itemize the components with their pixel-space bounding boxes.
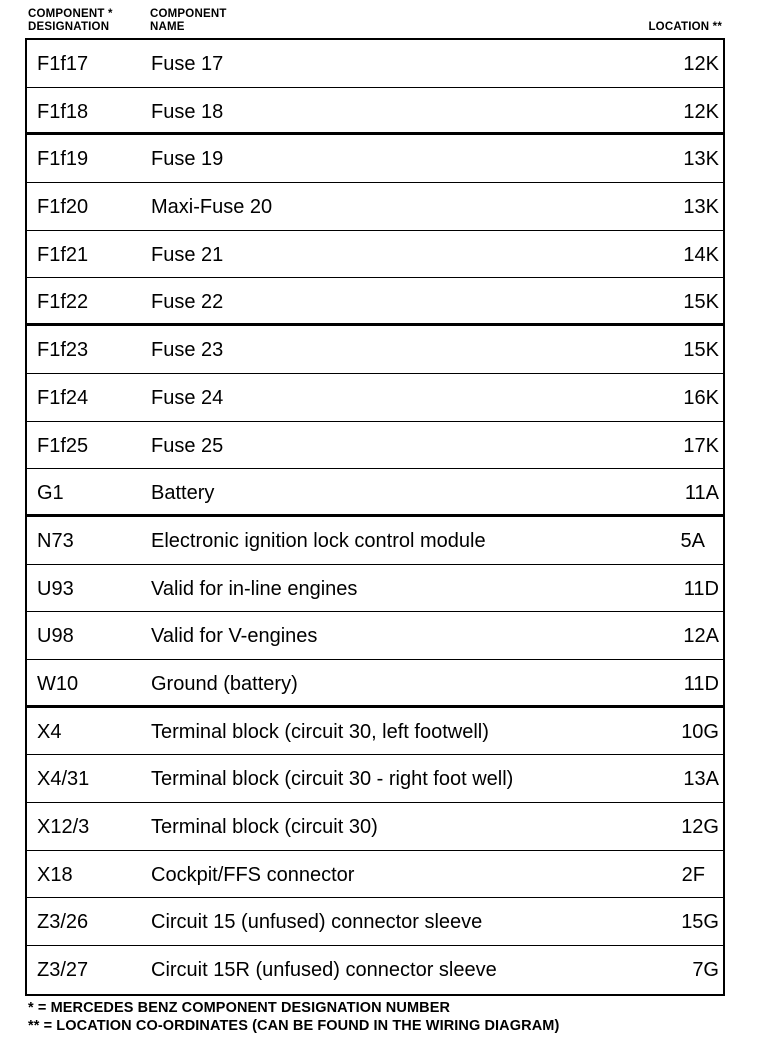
component-designation: G1 (37, 482, 64, 505)
component-table (25, 38, 725, 996)
component-designation: Z3/27 (37, 959, 89, 982)
component-location: 12G (681, 816, 719, 838)
component-designation: F1f19 (37, 148, 89, 171)
component-name: Fuse 17 (151, 53, 224, 75)
table-row (27, 708, 723, 756)
component-designation: F1f25 (37, 434, 89, 457)
component-name: Terminal block (circuit 30) (151, 816, 378, 838)
location-header-label: LOCATION ** (648, 21, 722, 33)
designation-column-header (28, 8, 113, 34)
component-name: Fuse 25 (151, 434, 224, 457)
component-location: 11D (683, 672, 719, 695)
component-designation: F1f24 (37, 386, 89, 409)
component-location: 11D (683, 577, 719, 600)
component-designation: F1f17 (37, 53, 89, 75)
component-designation: X4 (37, 720, 62, 743)
component-designation: F1f20 (37, 196, 89, 219)
component-name: Maxi-Fuse 20 (151, 196, 273, 219)
component-location: 10G (681, 720, 719, 743)
table-row (27, 755, 723, 803)
table-row (27, 326, 723, 374)
component-location: 15G (681, 911, 719, 934)
component-location: 16K (683, 386, 719, 409)
component-location: 15K (683, 339, 719, 362)
component-name: Cockpit/FFS connector (151, 863, 355, 886)
location-column-header (648, 21, 722, 34)
component-location: 12K (683, 100, 719, 123)
component-designation: X4/31 (37, 768, 90, 791)
component-name: Fuse 22 (151, 291, 224, 314)
component-location: 13K (683, 148, 719, 171)
component-designation: Z3/26 (37, 911, 89, 934)
table-row (27, 946, 723, 994)
table-row (27, 183, 723, 231)
component-name: Electronic ignition lock control module (151, 529, 486, 552)
component-location: 13K (683, 196, 719, 219)
component-designation: F1f18 (37, 100, 89, 123)
designation-header-line1: COMPONENT * (28, 8, 113, 20)
component-designation: F1f23 (37, 339, 89, 362)
component-designation: U93 (37, 577, 74, 600)
component-location: 12A (683, 625, 719, 648)
component-location: 17K (683, 434, 719, 457)
component-location: 11A (684, 482, 719, 505)
table-row (27, 612, 723, 660)
table-row (27, 803, 723, 851)
component-name: Fuse 24 (151, 386, 224, 409)
component-name: Fuse 18 (151, 100, 224, 123)
component-name: Terminal block (circuit 30 - right foot well) (151, 768, 514, 791)
component-location: 2F (681, 863, 705, 886)
component-name: Valid for in-line engines (151, 577, 358, 600)
footnote-designation: * = MERCEDES BENZ COMPONENT DESIGNATION NUMBER (28, 1000, 451, 1016)
name-column-header (150, 8, 227, 34)
table-row (27, 422, 723, 470)
component-name: Fuse 19 (151, 148, 224, 171)
table-row (27, 851, 723, 899)
table-row (27, 517, 723, 565)
table-row (27, 40, 723, 88)
table-row (27, 565, 723, 613)
component-location: 14K (683, 243, 719, 266)
component-designation: F1f22 (37, 291, 89, 314)
table-row (27, 660, 723, 708)
designation-header-line2: DESIGNATION (28, 21, 110, 33)
component-location: 12K (683, 53, 719, 75)
component-name: Circuit 15R (unfused) connector sleeve (151, 959, 497, 982)
component-name: Battery (151, 482, 215, 505)
table-row (27, 374, 723, 422)
table-row (27, 135, 723, 183)
name-header-line2: NAME (150, 21, 185, 33)
table-row (27, 898, 723, 946)
component-location: 7G (692, 959, 719, 982)
component-name: Valid for V-engines (151, 625, 318, 648)
component-designation: N73 (37, 529, 74, 552)
component-designation: X18 (37, 863, 73, 886)
component-name: Ground (battery) (151, 672, 298, 695)
table-row (27, 88, 723, 136)
component-name: Fuse 21 (151, 243, 224, 266)
component-name: Terminal block (circuit 30, left footwell) (151, 720, 489, 743)
component-location: 15K (683, 291, 719, 314)
table-row (27, 278, 723, 326)
component-name: Circuit 15 (unfused) connector sleeve (151, 911, 483, 934)
component-designation: W10 (37, 672, 79, 695)
component-location: 5A (680, 529, 705, 552)
component-designation: F1f21 (37, 243, 89, 266)
footnote-location: ** = LOCATION CO-ORDINATES (CAN BE FOUND IN THE WIRING DIAGRAM) (28, 1018, 560, 1034)
component-name: Fuse 23 (151, 339, 224, 362)
name-header-line1: COMPONENT (150, 8, 227, 20)
component-designation: X12/3 (37, 816, 90, 838)
component-designation: U98 (37, 625, 74, 648)
component-location: 13A (683, 768, 719, 791)
table-row (27, 231, 723, 279)
table-row (27, 469, 723, 517)
